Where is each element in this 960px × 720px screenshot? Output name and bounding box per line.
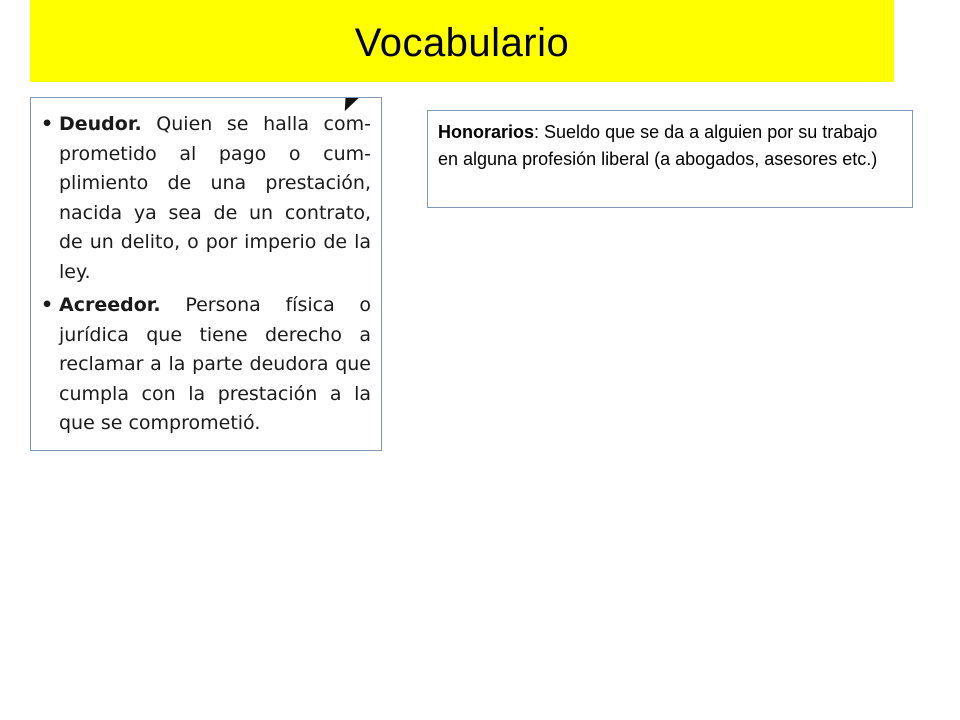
- definition-deudor: Quien se halla com-prometido al pago o cum-plimiento de una prestación, nacida ya sea de un contrato, de un delito, o por imperio de la ley.: [59, 113, 371, 283]
- scanned-vocabulary-image: [30, 97, 382, 451]
- term-honorarios: Honorarios: [438, 122, 535, 142]
- bullet-icon: •: [41, 294, 54, 316]
- definition-acreedor: Persona física o jurídica que tiene derecho a reclamar a la parte deudora que cumpla con la prestación a la que se comprometió.: [59, 294, 371, 434]
- bullet-icon: •: [41, 113, 54, 135]
- title-bar: [30, 0, 894, 82]
- vocabulary-item-deudor: [41, 110, 371, 287]
- term-acreedor: Acreedor.: [59, 294, 161, 316]
- slide-title: Vocabulario: [354, 21, 570, 65]
- vocabulary-item-acreedor: [41, 291, 371, 439]
- definition-box-honorarios: [427, 110, 913, 208]
- definition-honorarios: : Sueldo que se da a alguien por su trabajo en alguna profesión liberal (a abogados, asesores etc.): [438, 122, 878, 169]
- vocabulary-list: [41, 110, 371, 443]
- term-deudor: Deudor.: [59, 113, 142, 135]
